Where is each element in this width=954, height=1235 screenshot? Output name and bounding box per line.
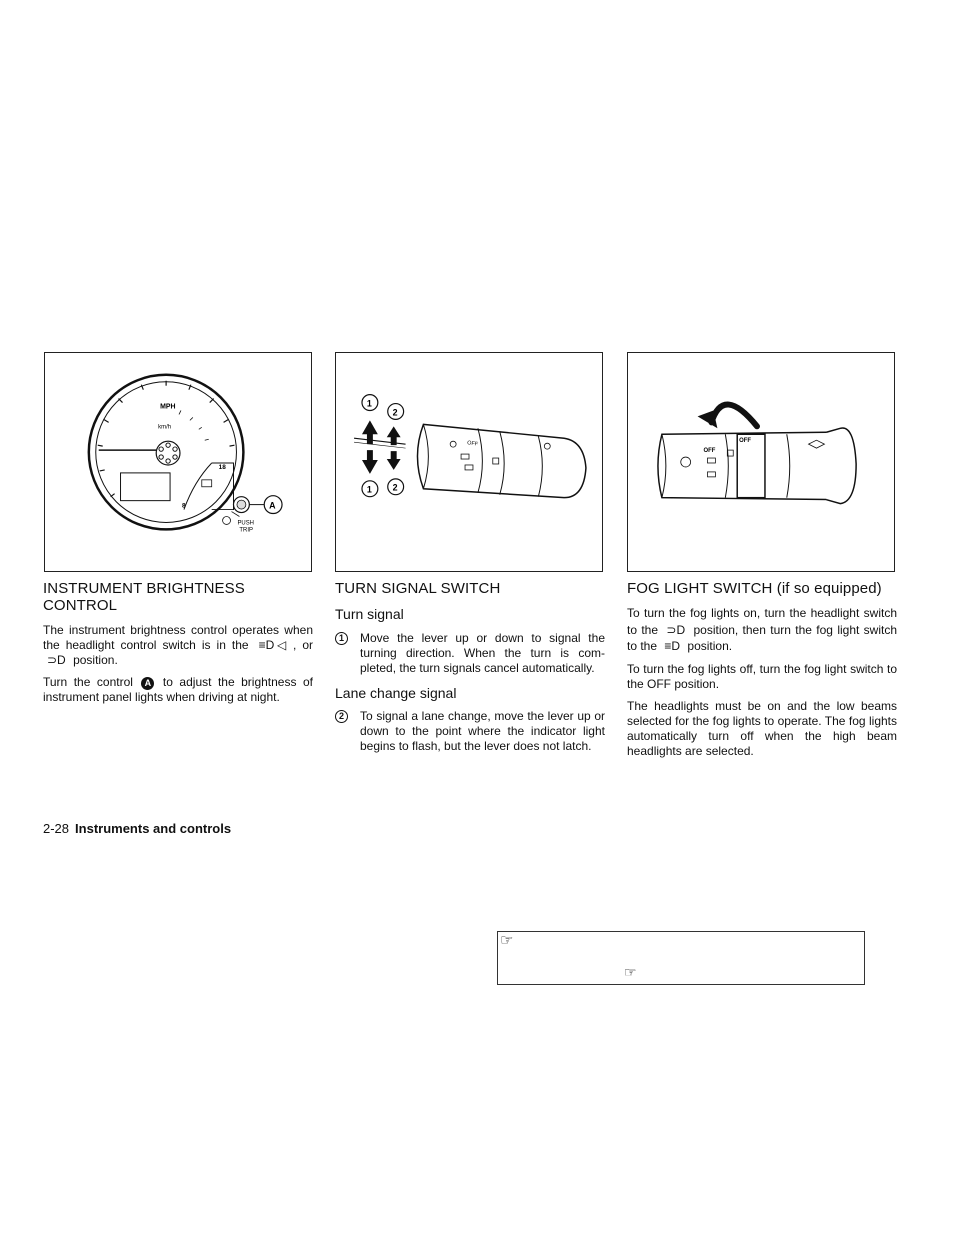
fog-off-label-2: OFF	[739, 438, 752, 445]
list-item-2	[335, 709, 605, 754]
list-item-1	[335, 631, 605, 676]
reference-box	[497, 931, 865, 985]
speedometer-illustration	[45, 353, 311, 571]
fog-off-label-1: OFF	[703, 448, 716, 455]
paragraph-1	[43, 623, 313, 668]
subtitle-turn-signal: Turn signal	[335, 606, 404, 622]
gauge-18-label: 18	[218, 463, 226, 471]
p2-text-a: Turn the control	[43, 675, 133, 689]
section-title	[43, 580, 313, 614]
p2-text-b: to adjust the brightness of instrument panel lights when driving at night.	[43, 675, 313, 704]
callout-2-bottom: 2	[392, 482, 398, 493]
item-2-text: To signal a lane change, move the lever up or down to the point where the indicator light begins to flash, but the lever does not latch.	[360, 709, 605, 753]
p1-text-c: or	[302, 638, 313, 652]
item-number-2: 2	[335, 710, 348, 723]
item-number-1: 1	[335, 632, 348, 645]
gauge-8-label: 8	[181, 502, 186, 510]
section-name: Instruments and controls	[75, 821, 232, 836]
paragraph-1	[627, 605, 897, 655]
push-label: PUSH	[237, 520, 254, 527]
fog-light-section	[627, 580, 897, 759]
fog-light-icon: ≡D	[664, 639, 681, 653]
parking-light-icon: ⊃D	[47, 653, 66, 667]
turn-signal-illustration	[336, 353, 602, 571]
callout-a-marker: A	[141, 677, 154, 690]
item-1-text: Move the lever up or down to signal the turning direction. When the turn is com-pleted, the turn signals cancel automatically.	[360, 631, 605, 675]
paragraph-2: To turn the fog lights off, turn the fog light switch to the OFF position.	[627, 661, 897, 691]
mph-label: MPH	[160, 403, 176, 411]
headlight-icon: ≡D◁	[258, 638, 289, 652]
page-number: 2-28	[43, 821, 70, 836]
turn-signal-section	[335, 580, 605, 754]
p1-text-a: The instrument brightness control operates when the headlight control switch is in the	[43, 623, 313, 652]
trip-label: TRIP	[239, 527, 253, 534]
page-footer	[43, 821, 231, 836]
callout-a: A	[269, 500, 276, 511]
p1-text-a: To turn the fog lights on, turn the headlight switch to the	[627, 606, 897, 637]
callout-1-bottom: 1	[366, 484, 372, 495]
lever-off-label: OFF	[466, 440, 479, 448]
instrument-brightness-section	[43, 580, 313, 705]
p1-text-b: ,	[292, 638, 297, 652]
pointer-icon: ☞	[624, 964, 637, 980]
section-title: FOG LIGHT SWITCH (if so equipped)	[627, 580, 882, 597]
callout-1-top: 1	[366, 398, 372, 409]
p1-text-d: position.	[73, 653, 118, 667]
parking-light-icon: ⊃D	[666, 622, 686, 637]
title-line-1: INSTRUMENT BRIGHTNESS	[43, 580, 245, 597]
pointer-icon: ☞	[500, 932, 514, 949]
fog-light-illustration	[628, 353, 894, 571]
paragraph-2	[43, 675, 313, 705]
callout-2-top: 2	[392, 407, 398, 418]
paragraph-3: The headlights must be on and the low beams selected for the fog lights to operate. The fog lights automatically turn off when the high beam headlights are selected.	[627, 698, 897, 758]
p1-text-b: position, then turn the fog light switch to the	[627, 622, 898, 653]
subtitle-lane-change: Lane change signal	[335, 685, 457, 701]
fog-light-figure	[627, 352, 895, 572]
turn-signal-figure	[335, 352, 603, 572]
section-title: TURN SIGNAL SWITCH	[335, 580, 501, 597]
kmh-label: km/h	[158, 424, 172, 431]
title-line-2: CONTROL	[43, 597, 118, 614]
p1-text-c: position.	[687, 639, 733, 653]
instrument-figure	[44, 352, 312, 572]
